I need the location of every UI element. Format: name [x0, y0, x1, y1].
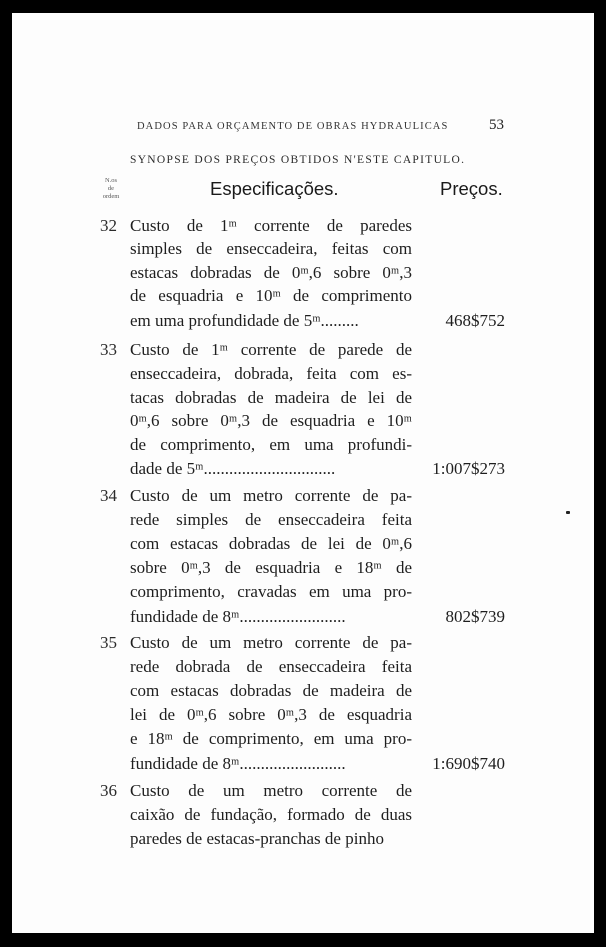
entry-line: dade de 5ᵐ...............................	[130, 459, 336, 478]
entry-line: com estacas dobradas de madeira de	[130, 681, 412, 700]
entry-number: 34	[100, 486, 117, 505]
book-page	[12, 13, 594, 933]
synopsis-title: SYNOPSE DOS PREÇOS OBTIDOS N'ESTE CAPITULO.	[130, 154, 466, 166]
entry-line: lei de 0ᵐ,6 sobre 0ᵐ,3 de esquadria	[130, 705, 412, 724]
entry-line: caixão de fundação, formado de duas	[130, 805, 412, 824]
entry-line: estacas dobradas de 0ᵐ,6 sobre 0ᵐ,3	[130, 263, 412, 282]
scan-speck	[566, 511, 570, 514]
entry-number: 36	[100, 781, 117, 800]
entry-line: 0ᵐ,6 sobre 0ᵐ,3 de esquadria e 10ᵐ	[130, 411, 412, 430]
entry-line: fundidade de 8ᵐ.........................	[130, 607, 346, 626]
entry-number: 32	[100, 216, 117, 235]
order-label-line: ordem	[102, 193, 120, 200]
entry-line: de esquadria e 10ᵐ de comprimento	[130, 286, 412, 305]
entry-line: Custo de um metro corrente de pa-	[130, 633, 412, 652]
entry-line: comprimento, cravadas em uma pro-	[130, 582, 412, 601]
entry-line: sobre 0ᵐ,3 de esquadria e 18ᵐ de	[130, 558, 412, 577]
page-number: 53	[489, 117, 504, 133]
entry-line: enseccadeira, dobrada, feita com es-	[130, 364, 412, 383]
prices-column-heading: Preços.	[440, 178, 503, 199]
running-head: DADOS PARA ORÇAMENTO DE OBRAS HYDRAULICAS	[137, 121, 449, 132]
entry-number: 33	[100, 340, 117, 359]
order-number-column-label	[98, 177, 124, 201]
entry-line: com estacas dobradas de lei de 0ᵐ,6	[130, 534, 412, 553]
entry-price: 802$739	[445, 607, 505, 626]
entry-number: 35	[100, 633, 117, 652]
entry-line: de comprimento, em uma profundi-	[130, 435, 412, 454]
entry-price: 468$752	[445, 311, 505, 330]
entry-line: rede dobrada de enseccadeira feita	[130, 657, 412, 676]
entry-line: paredes de estacas-pranchas de pinho	[130, 829, 384, 848]
entry-price: 1:007$273	[432, 459, 505, 478]
entry-line: Custo de 1ᵐ corrente de paredes	[130, 216, 412, 235]
entry-line: e 18ᵐ de comprimento, em uma pro-	[130, 729, 412, 748]
entry-price: 1:690$740	[432, 754, 505, 773]
order-label-line: de	[107, 185, 115, 192]
entry-line: em uma profundidade de 5ᵐ.........	[130, 311, 359, 330]
entry-line: simples de enseccadeira, feitas com	[130, 239, 412, 258]
entry-line: Custo de 1ᵐ corrente de parede de	[130, 340, 412, 359]
order-label-line: N.os	[104, 177, 118, 184]
entry-line: Custo de um metro corrente de pa-	[130, 486, 412, 505]
entry-line: fundidade de 8ᵐ.........................	[130, 754, 346, 773]
entry-line: tacas dobradas de madeira de lei de	[130, 388, 412, 407]
entry-line: Custo de um metro corrente de	[130, 781, 412, 800]
specifications-column-heading: Especificações.	[210, 178, 339, 199]
entry-line: rede simples de enseccadeira feita	[130, 510, 412, 529]
